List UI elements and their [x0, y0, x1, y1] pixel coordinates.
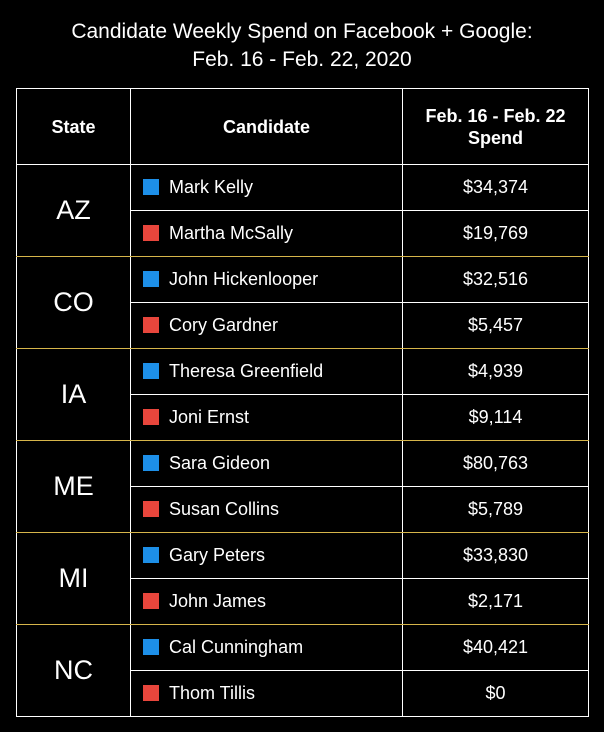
state-cell-nc: NC — [17, 625, 131, 717]
blue-party-swatch — [143, 639, 159, 655]
candidate-name: Gary Peters — [169, 545, 266, 565]
blue-party-swatch — [143, 363, 159, 379]
spend-value: $32,516 — [403, 257, 589, 303]
chart-title-line-2: Feb. 16 - Feb. 22, 2020 — [192, 48, 412, 71]
candidate-name: Cory Gardner — [169, 315, 279, 335]
candidate-cell — [131, 349, 403, 395]
column-header-spend — [403, 89, 589, 165]
spend-value: $33,830 — [403, 533, 589, 579]
candidate-cell — [131, 441, 403, 487]
candidate-cell — [131, 579, 403, 625]
candidate-cell — [131, 533, 403, 579]
table-row — [17, 441, 589, 487]
state-cell-me: ME — [17, 441, 131, 533]
header-row — [17, 89, 589, 165]
chart-title-line-1: Candidate Weekly Spend on Facebook + Google: — [71, 20, 533, 43]
spend-value: $5,457 — [403, 303, 589, 349]
blue-party-swatch — [143, 271, 159, 287]
spend-value: $0 — [403, 671, 589, 717]
candidate-name: Theresa Greenfield — [169, 361, 324, 381]
candidate-cell — [131, 303, 403, 349]
red-party-swatch — [143, 225, 159, 241]
candidate-name: Sara Gideon — [169, 453, 271, 473]
blue-party-swatch — [143, 179, 159, 195]
candidate-name: John Hickenlooper — [169, 269, 319, 289]
candidate-name: Cal Cunningham — [169, 637, 304, 657]
spend-value: $40,421 — [403, 625, 589, 671]
state-cell-co: CO — [17, 257, 131, 349]
state-cell-az: AZ — [17, 165, 131, 257]
column-header-spend-text: Feb. 16 - Feb. 22 Spend — [425, 105, 566, 148]
candidate-name: Joni Ernst — [169, 407, 250, 427]
candidate-cell — [131, 165, 403, 211]
candidate-name: Thom Tillis — [169, 683, 256, 703]
state-cell-ia: IA — [17, 349, 131, 441]
candidate-name: Mark Kelly — [169, 177, 254, 197]
candidate-cell — [131, 487, 403, 533]
spend-value: $9,114 — [403, 395, 589, 441]
candidate-cell — [131, 625, 403, 671]
spend-value: $34,374 — [403, 165, 589, 211]
candidate-cell — [131, 671, 403, 717]
red-party-swatch — [143, 409, 159, 425]
table-row — [17, 165, 589, 211]
table-row — [17, 257, 589, 303]
table-row — [17, 625, 589, 671]
column-header-state: State — [17, 89, 131, 165]
candidate-name: Susan Collins — [169, 499, 280, 519]
red-party-swatch — [143, 685, 159, 701]
chart-title — [0, 18, 604, 74]
spend-value: $19,769 — [403, 211, 589, 257]
blue-party-swatch — [143, 455, 159, 471]
candidate-name: Martha McSally — [169, 223, 294, 243]
spend-table — [16, 88, 589, 717]
candidate-cell — [131, 395, 403, 441]
table-body — [17, 165, 589, 717]
spend-value: $5,789 — [403, 487, 589, 533]
red-party-swatch — [143, 593, 159, 609]
state-cell-mi: MI — [17, 533, 131, 625]
column-header-candidate: Candidate — [131, 89, 403, 165]
red-party-swatch — [143, 317, 159, 333]
red-party-swatch — [143, 501, 159, 517]
candidate-name: John James — [169, 591, 267, 611]
table-row — [17, 533, 589, 579]
table-row — [17, 349, 589, 395]
spend-value: $2,171 — [403, 579, 589, 625]
spend-value: $4,939 — [403, 349, 589, 395]
blue-party-swatch — [143, 547, 159, 563]
candidate-cell — [131, 257, 403, 303]
spend-value: $80,763 — [403, 441, 589, 487]
candidate-cell — [131, 211, 403, 257]
